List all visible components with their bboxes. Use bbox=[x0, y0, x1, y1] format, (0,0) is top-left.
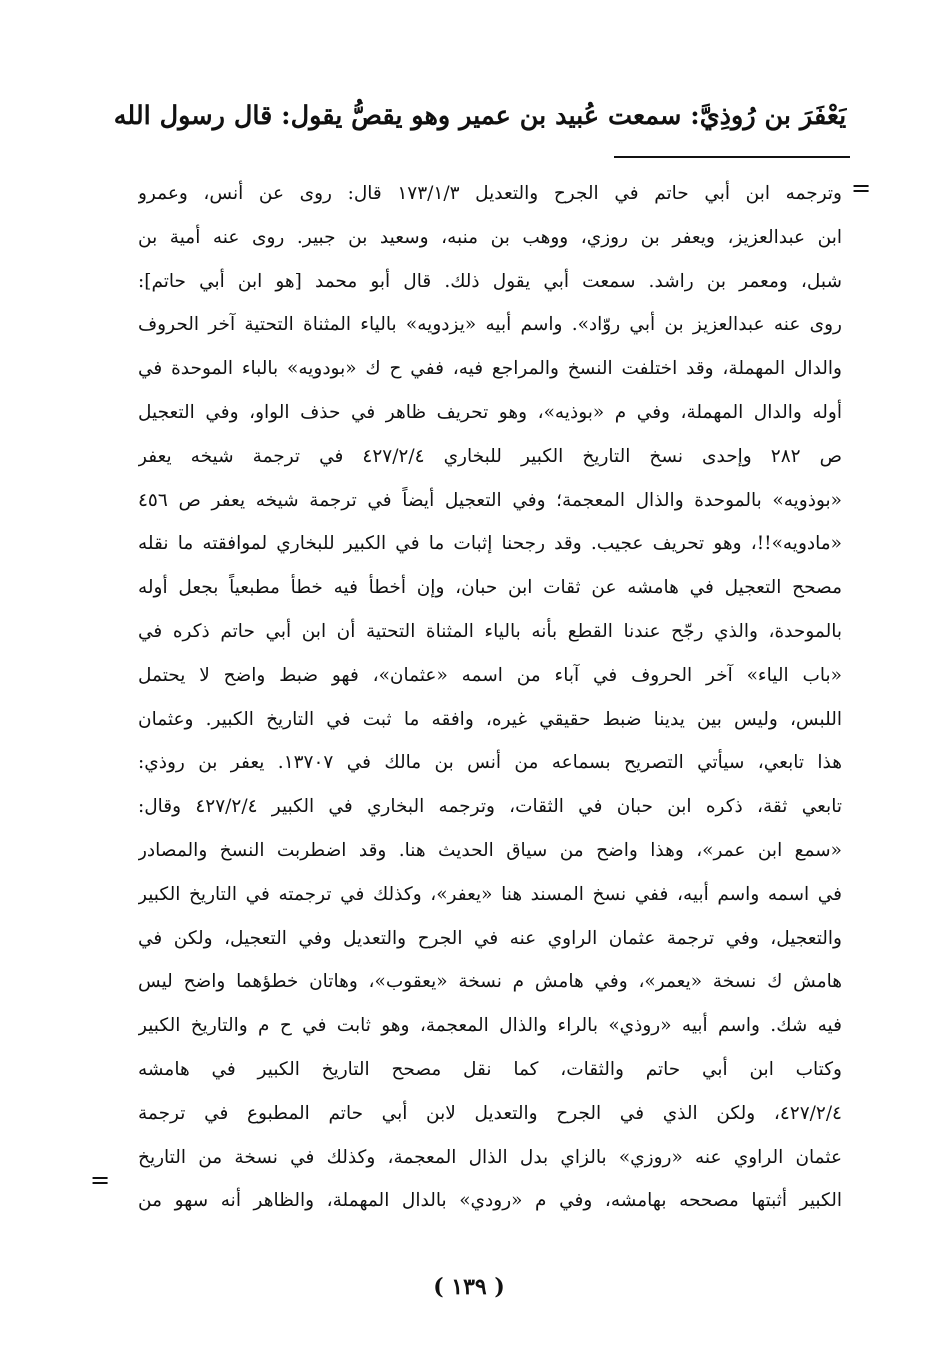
footnote-line: أوله والدال المهملة، وفي م «بوذيه»، وهو تحريف ظاهر في حذف الواو، وفي التعجيل bbox=[138, 401, 842, 423]
footnote-line: اللبس، وليس بين يدينا ضبط حقيقي غيره، وافقه ما ثبت في التاريخ الكبير. وعثمان bbox=[138, 708, 842, 730]
footnote-line: «مادويه»!!، وهو تحريف عجيب. وقد رجحنا إثبات ما في الكبير للبخاري لموافقته ما نقله bbox=[138, 533, 842, 555]
footnote-line: هامش ك نسخة «يعمر»، وفي هامش م نسخة «يعقوب»، وهاتان خطؤهما واضح ليس bbox=[138, 971, 842, 993]
footnote-line: وكتاب ابن أبي حاتم والثقات، كما نقل مصحح التاريخ الكبير في هامشه bbox=[138, 1058, 842, 1080]
footnote-line: بالموحدة، والذي رجّح عندنا القطع بأنه بالياء المثناة التحتية أن ابن أبي حاتم ذكره في bbox=[138, 620, 842, 642]
footnote-line: «بوذويه» بالموحدة والذال المعجمة؛ وفي التعجيل أيضاً في ترجمة شيخه يعفر ص ٤٥٦ bbox=[138, 489, 842, 511]
footnote-separator-rule bbox=[614, 156, 850, 158]
footnote-line: والتعجيل، وفي ترجمة عثمان الراوي عنه في الجرح والتعديل وفي التعجيل، ولكن في bbox=[138, 927, 842, 949]
footnote-continuation-mark-end: = bbox=[90, 1166, 111, 1194]
page-number: ( ١٣٩ ) bbox=[433, 1274, 505, 1300]
footnote-line: وترجمه ابن أبي حاتم في الجرح والتعديل ١٧٣/١/٣ قال: روى عن أنس، وعمرو bbox=[138, 183, 842, 204]
footnote-line: عثمان الراوي عنه «روزي» بالزاي بدل الذال المعجمة، وكذلك في نسخة من التاريخ bbox=[138, 1146, 842, 1168]
footnote-line: ابن عبدالعزيز، ويعفر بن روزي، ووهب بن منبه، وسعيد بن جبير. روى عنه أمية بن bbox=[138, 226, 842, 248]
footnote-line: «سمع ابن عمر»، وهذا واضح من سياق الحديث هنا. وقد اضطربت النسخ والمصادر bbox=[138, 839, 842, 861]
footnote-line: في اسمه واسم أبيه، ففي نسخ المسند هنا «يعفر»، وكذلك في ترجمته في التاريخ الكبير bbox=[138, 883, 842, 905]
footnote-line: روى عنه عبدالعزيز بن أبي روّاد». واسم أبيه «يزدويه» بالياء المثناة التحتية آخر الحروف bbox=[138, 314, 842, 336]
footnote-line: ص ٢٨٢ وإحدى نسخ التاريخ الكبير للبخاري ٤٢٧/٢/٤ في ترجمة شيخه يعفر bbox=[138, 445, 842, 467]
footnote-block bbox=[138, 172, 842, 1223]
footnote-continuation-mark-start: = bbox=[851, 174, 872, 202]
footnote-line: والدال المهملة، وقد اختلفت النسخ والمراجع فيه، ففي ح ك «بودويه» بالباء الموحدة في bbox=[138, 358, 842, 380]
footnote-line: تابعي ثقة، ذكره ابن حبان في الثقات، وترجمه البخاري في الكبير ٤٢٧/٢/٤ وقال: bbox=[138, 796, 842, 818]
hadith-text-line: يَعْفَرَ بن رُوذِيَّ: سمعت عُبيد بن عمير وهو يقصُّ يقول: قال رسول الله bbox=[113, 101, 847, 131]
footnote-line: شبل، ومعمر بن راشد. سمعت أبي يقول ذلك. قال أبو محمد [هو ابن أبي حاتم]: bbox=[138, 270, 842, 292]
footnote-line: هذا تابعي، سيأتي التصريح بسماعه من أنس بن مالك في ١٣٧٠٧. يعفر بن روذي: bbox=[138, 752, 842, 774]
footnote-line: «باب الياء» آخر الحروف في آباء من اسمه «عثمان»، فهو ضبط واضح لا يحتمل bbox=[138, 664, 842, 686]
footnote-line: ٤٢٧/٢/٤، ولكن الذي في الجرح والتعديل لابن أبي حاتم المطبوع في ترجمة bbox=[138, 1102, 842, 1124]
footnote-line: الكبير أثبتها مصححه بهامشه، وفي م «رودي» بالدال المهملة، والظاهر أنه سهو من bbox=[138, 1190, 842, 1212]
footnote-line: مصحح التعجيل في هامشه عن ثقات ابن حبان، وإن أخطأ فيه خطأ مطبعياً بجعل أوله bbox=[138, 577, 842, 599]
footnote-line: فيه شك. واسم أبيه «روذي» بالراء والذال المعجمة، وهو ثابت في ح م والتاريخ الكبير bbox=[138, 1015, 842, 1037]
